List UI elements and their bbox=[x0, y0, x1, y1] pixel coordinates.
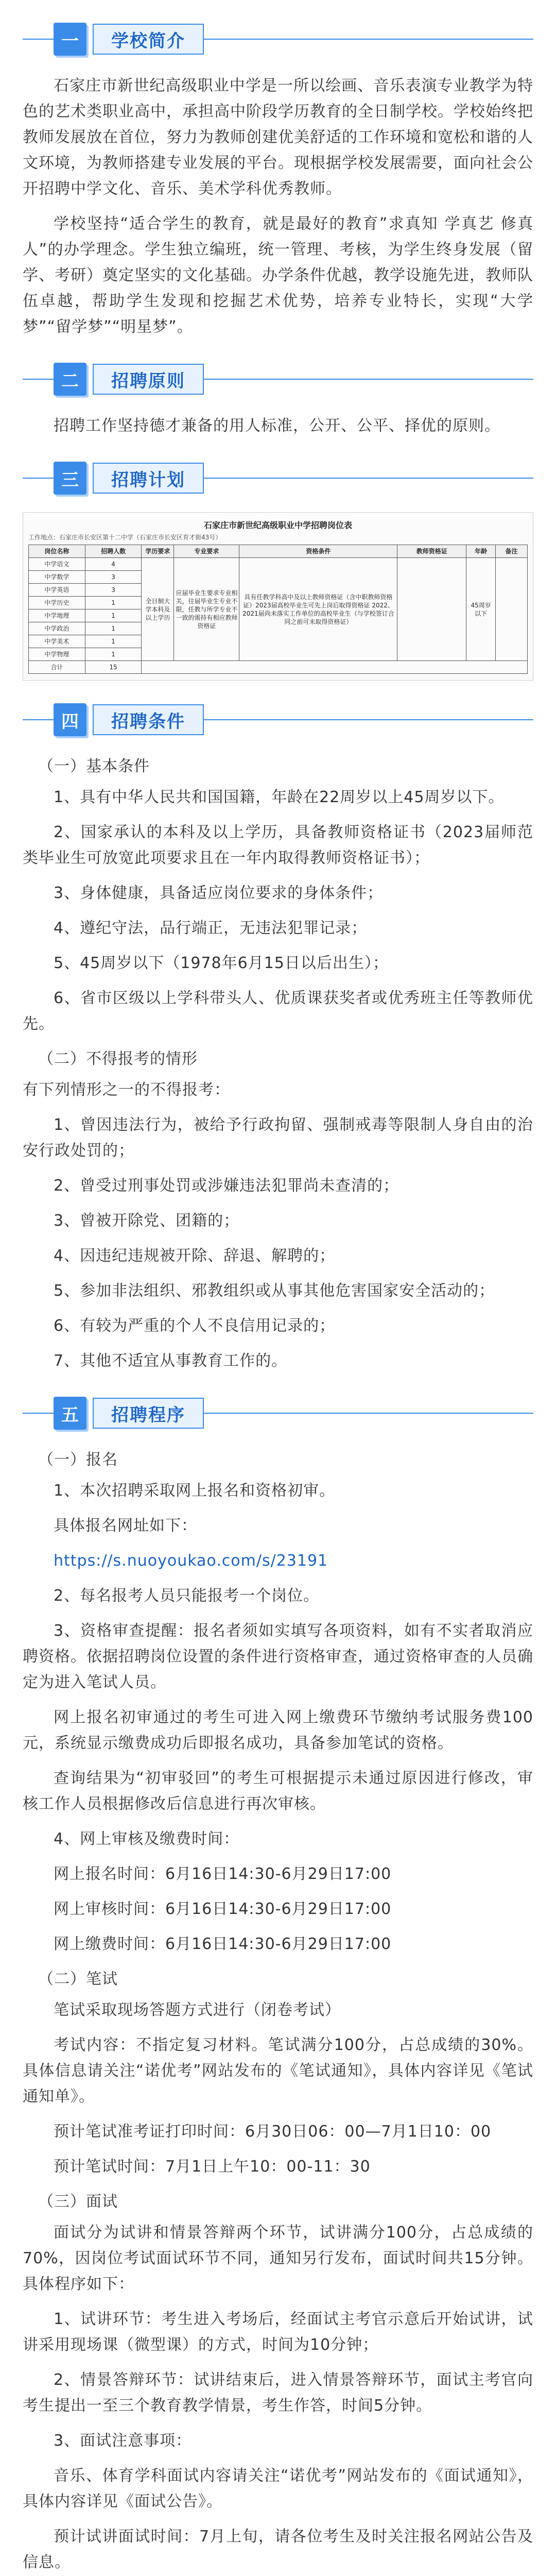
table-cell: 中学历史 bbox=[29, 597, 85, 609]
intro-paragraph: 石家庄市新世纪高级职业中学是一所以绘画、音乐表演专业教学为特色的艺术类职业高中，承担高中阶段学历教育的全日制学校。学校始终把教师发展放在首位，努力为教师创建优美舒适的工作环境和宽松和谐的人文环境，为教师搭建专业发展的平台。现根据学校发展需要，面向社会公开招聘中学文化、音乐、美术学科优秀教师。 bbox=[23, 77, 533, 198]
written-paragraph: 笔试采取现场答题方式进行（闭卷考试） bbox=[54, 2001, 341, 2019]
table-cell: 中学政治 bbox=[29, 622, 85, 635]
table-cell-major: 应届毕业生要求专业相关，往届毕业生专业不限，任教与所学专业不一致的需持有相应教师资格证 bbox=[174, 558, 239, 661]
negative-item: 7、其他不适宜从事教育工作的。 bbox=[54, 1352, 288, 1370]
table-cell: 1 bbox=[85, 648, 142, 661]
section-header-procedure bbox=[23, 1397, 533, 1430]
header-line bbox=[23, 39, 54, 40]
subheading-signup: （一）报名 bbox=[38, 1451, 118, 1469]
procedure-paragraph: 网上报名初审通过的考生可进入网上缴费环节缴纳考试服务费100元，系统显示缴费成功后即报名成功，具备参加笔试的资格。 bbox=[23, 1708, 533, 1752]
section-principle bbox=[0, 363, 556, 439]
table-cell-age: 45周岁以下 bbox=[466, 558, 496, 661]
section-intro bbox=[0, 23, 556, 340]
section-number: 一 bbox=[54, 23, 86, 56]
section-number: 四 bbox=[54, 703, 86, 736]
section-title: 招聘程序 bbox=[93, 1398, 204, 1429]
table-cell: 中学物理 bbox=[29, 648, 85, 661]
section-header-conditions bbox=[23, 703, 533, 736]
table-cell: 1 bbox=[85, 597, 142, 609]
written-paragraph: 预计笔试时间：7月1日上午10：00-11：30 bbox=[54, 2158, 371, 2176]
section-number: 五 bbox=[54, 1397, 86, 1430]
table-cell: 3 bbox=[85, 571, 142, 584]
procedure-paragraph: 1、本次招聘采取网上报名和资格初审。 bbox=[54, 1482, 336, 1500]
section-header-plan bbox=[23, 462, 533, 495]
header-line bbox=[204, 1413, 533, 1414]
procedure-paragraph: 查询结果为“初审驳回”的考生可根据提示未通过原因进行修改，审核工作人员根据修改后信息进行再次审核。 bbox=[23, 1769, 533, 1813]
review-time: 网上审核时间：6月16日14:30-6月29日17:00 bbox=[54, 1900, 392, 1918]
url-label: 具体报名网址如下： bbox=[54, 1517, 197, 1535]
table-cell: 4 bbox=[85, 558, 142, 571]
pay-time: 网上缴费时间：6月16日14:30-6月29日17:00 bbox=[54, 1935, 392, 1953]
section-procedure bbox=[0, 1397, 556, 2576]
table-cell: 中学英语 bbox=[29, 584, 85, 597]
table-unit-label: 工作地点：石家庄市长安区第十二中学（石家庄市长安区育才街43号） bbox=[28, 534, 222, 541]
written-paragraph: 预计笔试准考证打印时间：6月30日06：00—7月1日10：00 bbox=[54, 2123, 492, 2141]
header-line bbox=[204, 719, 533, 720]
interview-paragraph: 预计试讲面试时间：7月上旬，请各位考生及时关注报名网站公告及信息。 bbox=[23, 2528, 533, 2571]
header-line bbox=[23, 1413, 54, 1414]
section-conditions bbox=[0, 703, 556, 1374]
header-line bbox=[204, 379, 533, 380]
table-header-cell: 学历要求 bbox=[142, 545, 174, 558]
table-cell: 中学语文 bbox=[29, 558, 85, 571]
signup-link[interactable]: https://s.nuoyoukao.com/s/23191 bbox=[54, 1552, 328, 1570]
table-header-cell: 专业要求 bbox=[174, 545, 239, 558]
section-number: 三 bbox=[54, 462, 86, 495]
subheading-basic: （一）基本条件 bbox=[38, 757, 150, 775]
table-total-row bbox=[29, 661, 528, 674]
section-title: 学校简介 bbox=[93, 24, 204, 55]
written-paragraph: 考试内容：不指定复习材料。笔试满分100分，占总成绩的30%。具体信息请关注“诺优考”网站发布的《笔试通知》，具体内容详见《笔试通知单》。 bbox=[23, 2036, 533, 2106]
condition-item: 4、遵纪守法，品行端正，无违法犯罪记录； bbox=[54, 919, 368, 937]
table-row bbox=[29, 558, 528, 571]
negative-item: 3、曾被开除党、团籍的； bbox=[54, 1212, 240, 1230]
table-cell: 1 bbox=[85, 609, 142, 622]
subheading-negative: （二）不得报考的情形 bbox=[38, 1050, 198, 1068]
section-number: 二 bbox=[54, 363, 86, 396]
table-cell bbox=[142, 661, 528, 674]
table-header-cell: 资格条件 bbox=[239, 545, 397, 558]
section-plan bbox=[0, 462, 556, 681]
intro-paragraph: 学校坚持“适合学生的教育，就是最好的教育”求真知 学真艺 修真人”的办学理念。学生独立编班，统一管理、考核，为学生终身发展（留学、考研）奠定坚实的文化基础。办学条件优越，教学设施先进，教师队伍卓越，帮助学生发现和挖掘艺术优势，培养专业特长，实现“大学梦”“留学梦”“明星梦”。 bbox=[23, 215, 533, 336]
condition-item: 2、国家承认的本科及以上学历，具备教师资格证书（2023届师范类毕业生可放宽此项要求且在一年内取得教师资格证书）； bbox=[23, 823, 533, 867]
header-line bbox=[23, 379, 54, 380]
condition-item: 6、省市区级以上学科带头人、优质课获奖者或优秀班主任等教师优先。 bbox=[23, 989, 533, 1033]
condition-item: 5、45周岁以下（1978年6月15日以后出生）； bbox=[54, 954, 389, 972]
interview-paragraph: 2、情景答辩环节：试讲结束后，进入情景答辩环节，面试主考官向考生提出一至三个教育教学情景，考生作答，时间5分钟。 bbox=[23, 2371, 533, 2415]
interview-paragraph: 面试分为试讲和情景答辩两个环节，试讲满分100分，占总成绩的70%，因岗位考试面试环节不同，通知另行发布，面试时间共15分钟。具体程序如下： bbox=[23, 2224, 533, 2293]
table-header-cell: 岗位名称 bbox=[29, 545, 85, 558]
table-subtitle bbox=[28, 533, 528, 541]
section-header-intro bbox=[23, 23, 533, 56]
header-line bbox=[204, 39, 533, 40]
table-cell: 合计 bbox=[29, 661, 85, 674]
table-cell: 中学美术 bbox=[29, 635, 85, 648]
negative-item: 6、有较为严重的个人不良信用记录的； bbox=[54, 1317, 336, 1335]
recruitment-table bbox=[28, 545, 528, 674]
condition-item: 1、具有中华人民共和国国籍，年龄在22周岁以上45周岁以下。 bbox=[54, 788, 505, 806]
table-cell-qual: 具有任教学科高中及以上教师资格证（含中职教师资格证）2023届高校毕业生可先上岗后取得资格证 2022、2021届尚未落实工作单位的高校毕业生（与学校签订合同之前可未取得资格证） bbox=[239, 558, 397, 661]
table-header-cell: 年龄 bbox=[466, 545, 496, 558]
interview-paragraph: 音乐、体育学科面试内容请关注“诺优考”网站发布的《面试通知》，具体内容详见《面试公告》。 bbox=[23, 2467, 533, 2511]
table-cell: 1 bbox=[85, 635, 142, 648]
header-line bbox=[23, 719, 54, 720]
negative-item: 5、参加非法组织、邪教组织或从事其他危害国家安全活动的； bbox=[54, 1282, 495, 1300]
condition-item: 3、身体健康，具备适应岗位要求的身体条件； bbox=[54, 884, 384, 902]
table-cell: 1 bbox=[85, 622, 142, 635]
table-header-cell: 招聘人数 bbox=[85, 545, 142, 558]
table-header-cell: 教师资格证 bbox=[397, 545, 466, 558]
interview-paragraph: 3、面试注意事项： bbox=[54, 2432, 192, 2450]
recruitment-table-image bbox=[23, 512, 533, 681]
table-header-cell: 备注 bbox=[496, 545, 528, 558]
procedure-paragraph: 4、网上审核及缴费时间： bbox=[54, 1830, 240, 1848]
negative-item: 2、曾受过刑事处罚或涉嫌违法犯罪尚未查清的； bbox=[54, 1177, 399, 1195]
principle-paragraph: 招聘工作坚持德才兼备的用人标准，公开、公平、择优的原则。 bbox=[54, 417, 500, 435]
section-title: 招聘原则 bbox=[93, 364, 204, 395]
negative-item: 4、因违纪违规被开除、辞退、解聘的； bbox=[54, 1247, 336, 1265]
header-line bbox=[204, 478, 533, 479]
table-header-row bbox=[29, 545, 528, 558]
table-cell-cert bbox=[397, 558, 466, 661]
table-cell: 中学数学 bbox=[29, 571, 85, 584]
table-cell: 3 bbox=[85, 584, 142, 597]
negative-item: 1、曾因违法行为，被给予行政拘留、强制戒毒等限制人身自由的治安行政处罚的； bbox=[23, 1116, 533, 1160]
table-title: 石家庄市新世纪高级职业中学招聘岗位表 bbox=[203, 520, 352, 530]
section-title: 招聘条件 bbox=[93, 704, 204, 735]
interview-paragraph: 1、试讲环节：考生进入考场后，经面试主考官示意后开始试讲，试讲采用现场课（微型课）的方式，时间为10分钟； bbox=[23, 2310, 533, 2354]
section-title: 招聘计划 bbox=[93, 463, 204, 494]
section-header-principle bbox=[23, 363, 533, 396]
procedure-paragraph: 3、资格审查提醒：报名者须如实填写各项资料，如有不实者取消应聘资格。依据招聘岗位设置的条件进行资格审查，通过资格审查的人员确定为进入笔试人员。 bbox=[23, 1622, 533, 1691]
table-cell: 中学地理 bbox=[29, 609, 85, 622]
table-cell-note bbox=[496, 558, 528, 661]
negative-intro: 有下列情形之一的不得报考： bbox=[23, 1081, 230, 1099]
subheading-written: （二）笔试 bbox=[38, 1970, 118, 1988]
table-cell-edu: 全日制大学本科及以上学历 bbox=[142, 558, 174, 661]
procedure-paragraph: 2、每名报考人员只能报考一个岗位。 bbox=[54, 1587, 320, 1605]
signup-time: 网上报名时间：6月16日14:30-6月29日17:00 bbox=[54, 1865, 392, 1883]
header-line bbox=[23, 478, 54, 479]
table-cell: 15 bbox=[85, 661, 142, 674]
subheading-interview: （三）面试 bbox=[38, 2193, 118, 2211]
